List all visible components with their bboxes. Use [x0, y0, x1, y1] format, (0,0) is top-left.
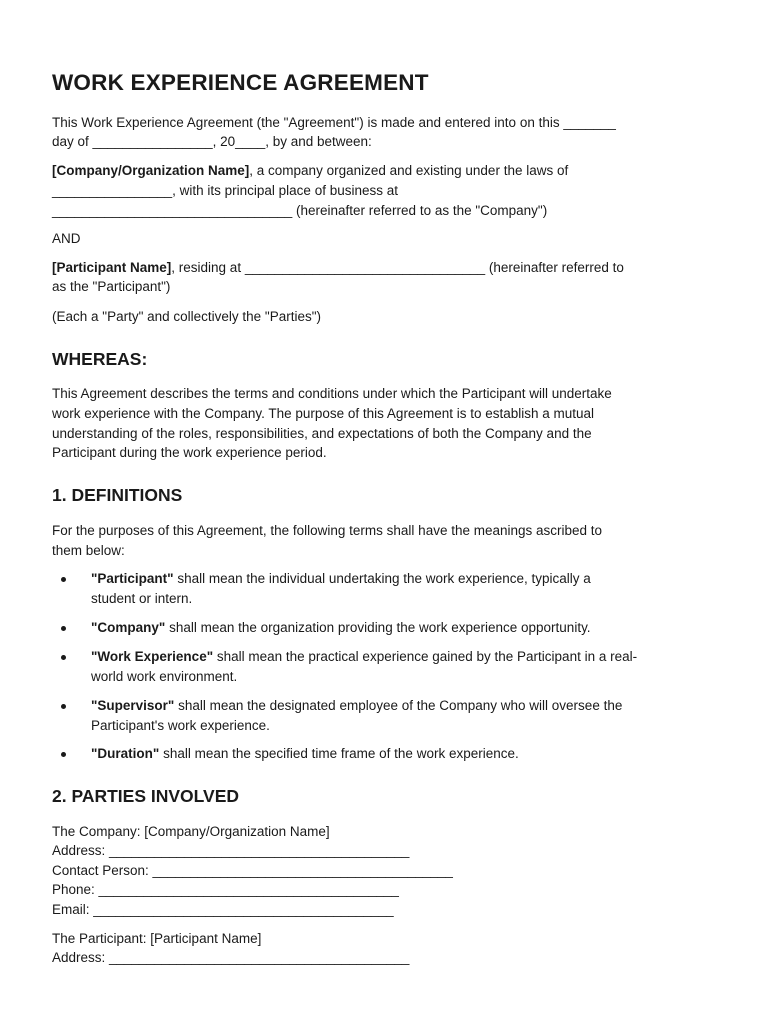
bullet-icon: [61, 626, 66, 631]
company-email-field: Email: ________________________________________: [52, 902, 394, 917]
definition-text: shall mean the organization providing the work experience opportunity.: [165, 620, 591, 635]
whereas-line: This Agreement describes the terms and conditions under which the Participant will undertake: [52, 386, 612, 401]
participant-name-placeholder: [Participant Name]: [52, 260, 172, 275]
definitions-heading: 1. DEFINITIONS: [52, 485, 183, 505]
bullet-icon: [61, 704, 66, 709]
participant-party-text: , residing at ________________________________ (hereinafter referred to: [171, 260, 624, 275]
definition-text: shall mean the specified time frame of the work experience.: [159, 746, 519, 761]
whereas-heading: WHEREAS:: [52, 349, 148, 369]
definition-term: "Work Experience": [91, 649, 214, 664]
participant-address-field: Address: ________________________________________: [52, 950, 410, 965]
definition-text: shall mean the practical experience gained by the Participant in a real-: [213, 649, 638, 664]
company-address-field: Address: ________________________________________: [52, 843, 410, 858]
definition-item-work-experience: [52, 647, 722, 687]
company-party-line-1: [52, 161, 712, 181]
participant-party-line-2: as the "Participant"): [52, 279, 171, 294]
and-text: AND: [52, 231, 81, 246]
company-party-line-3: ________________________________ (hereinafter referred to as the "Company"): [52, 203, 548, 218]
definitions-intro-line: them below:: [52, 543, 125, 558]
definition-term: "Supervisor": [91, 698, 175, 713]
definitions-intro-line: For the purposes of this Agreement, the following terms shall have the meanings ascribed to: [52, 523, 603, 538]
parties-involved-heading: 2. PARTIES INVOLVED: [52, 786, 240, 806]
definition-text: shall mean the individual undertaking the work experience, typically a: [173, 571, 591, 586]
definition-text-cont: Participant's work experience.: [91, 718, 270, 733]
whereas-line: work experience with the Company. The purpose of this Agreement is to establish a mutual: [52, 406, 595, 421]
definition-text-cont: student or intern.: [91, 591, 193, 606]
definition-item-duration: [52, 744, 722, 764]
whereas-line: Participant during the work experience period.: [52, 445, 327, 460]
document-title: WORK EXPERIENCE AGREEMENT: [52, 70, 429, 95]
intro-line-2: day of ________________, 20____, by and between:: [52, 134, 372, 149]
definition-item-supervisor: [52, 696, 722, 736]
company-contact-field: Contact Person: ________________________________________: [52, 863, 453, 878]
intro-line-1: This Work Experience Agreement (the "Agreement") is made and entered into on this _______: [52, 115, 616, 130]
definition-term: "Company": [91, 620, 166, 635]
definition-term: "Duration": [91, 746, 160, 761]
bullet-icon: [61, 577, 66, 582]
definition-text: shall mean the designated employee of the Company who will oversee the: [174, 698, 623, 713]
company-phone-field: Phone: ________________________________________: [52, 882, 399, 897]
participant-party-line-1: [52, 258, 712, 278]
bullet-icon: [61, 655, 66, 660]
participant-info-line: The Participant: [Participant Name]: [52, 931, 262, 946]
bullet-icon: [61, 752, 66, 757]
whereas-line: understanding of the roles, responsibilities, and expectations of both the Company and the: [52, 426, 592, 441]
parties-note: (Each a "Party" and collectively the "Parties"): [52, 309, 322, 324]
company-name-placeholder: [Company/Organization Name]: [52, 163, 250, 178]
definition-item-company: [52, 618, 722, 638]
definition-item-participant: [52, 569, 722, 609]
company-info-line: The Company: [Company/Organization Name]: [52, 824, 330, 839]
company-party-text: , a company organized and existing under the laws of: [249, 163, 569, 178]
company-party-line-2: ________________, with its principal place of business at: [52, 183, 398, 198]
definition-text-cont: world work environment.: [91, 669, 238, 684]
definition-term: "Participant": [91, 571, 174, 586]
